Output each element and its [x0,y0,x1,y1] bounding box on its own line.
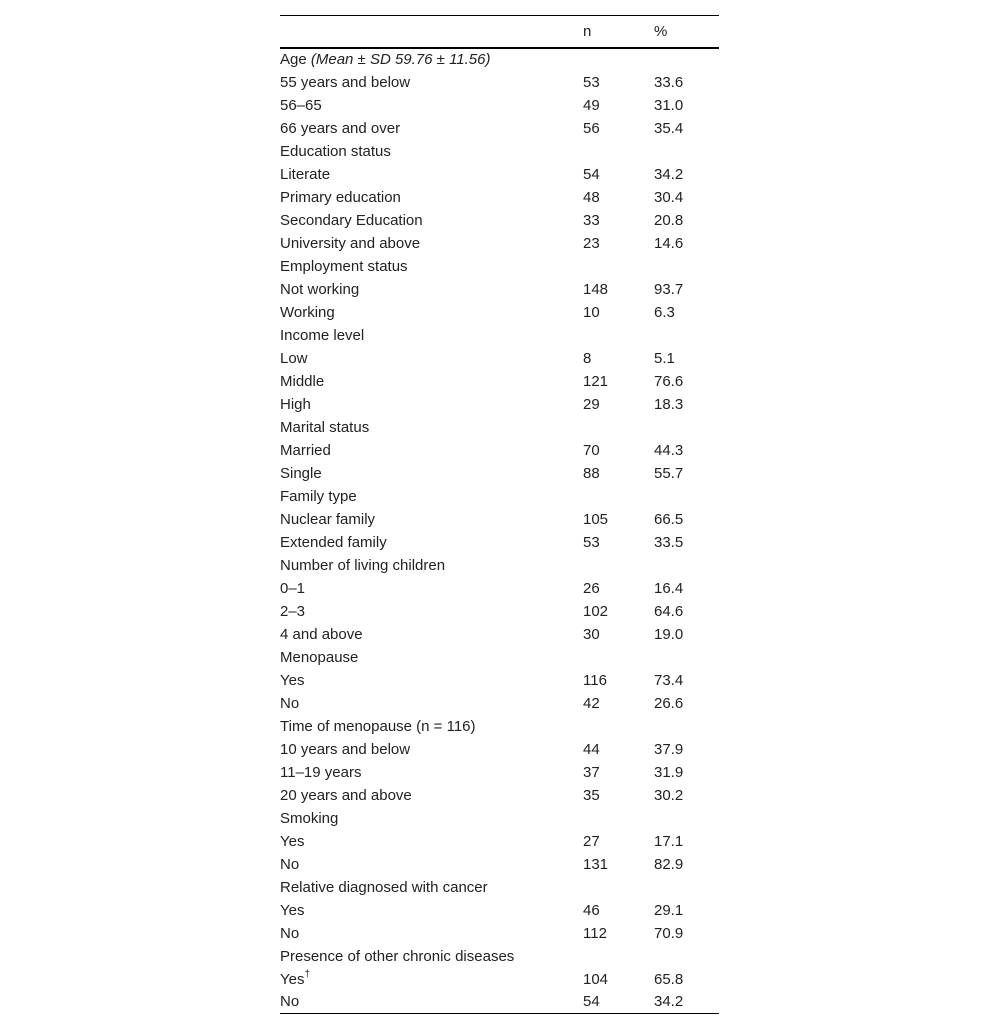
row-label: Yes [280,970,305,988]
row-label-cell [280,232,583,255]
count-cell: 88 [583,464,600,482]
row-label: 66 years and over [280,119,401,137]
table-row [280,439,719,462]
table-row [280,830,719,853]
row-label-cell [280,186,583,209]
row-label-cell [280,370,583,393]
row-label: Married [280,441,331,459]
row-label: Extended family [280,533,387,551]
header-blank [280,16,583,48]
row-label-cell [280,669,583,692]
count-cell: 54 [583,165,600,183]
count-cell [583,807,654,830]
count-cell: 33 [583,211,600,229]
percent-cell: 18.3 [654,395,684,413]
row-label-cell [280,508,583,531]
table-row [280,393,719,416]
row-label-cell [280,853,583,876]
category-row [280,554,719,577]
count-cell [583,876,654,899]
category-label-cell [280,807,583,830]
table-row [280,163,719,186]
percent-cell: 44.3 [654,441,684,459]
count-cell: 54 [583,991,654,1014]
table-row [280,209,719,232]
row-label: No [280,855,300,873]
row-label: Literate [280,165,331,183]
count-cell [583,646,654,669]
percent-cell [654,416,719,439]
percent-cell: 33.6 [654,73,684,91]
count-cell: 10 [583,303,600,321]
header-percent: % [654,16,719,48]
category-label: Presence of other chronic diseases [280,947,515,965]
percent-cell [654,807,719,830]
category-label: Employment status [280,257,408,275]
count-cell: 148 [583,280,609,298]
percent-cell: 17.1 [654,832,684,850]
category-label-cell [280,485,583,508]
row-label-cell [280,163,583,186]
category-label-cell [280,48,583,71]
count-cell: 48 [583,188,600,206]
percent-cell: 66.5 [654,510,684,528]
category-row [280,324,719,347]
row-label-cell [280,301,583,324]
percent-cell [654,554,719,577]
category-row [280,140,719,163]
percent-cell: 76.6 [654,372,684,390]
count-cell: 29 [583,395,600,413]
row-label-cell [280,531,583,554]
percent-cell [654,255,719,278]
percent-cell: 64.6 [654,602,684,620]
count-cell [583,554,654,577]
count-cell: 121 [583,372,609,390]
row-label: Low [280,349,308,367]
count-cell: 105 [583,510,609,528]
table-row [280,761,719,784]
percent-cell: 65.8 [654,970,684,988]
count-cell: 116 [583,671,607,689]
count-cell [583,140,654,163]
percent-cell: 26.6 [654,694,684,712]
count-cell: 26 [583,579,600,597]
row-label-cell [280,209,583,232]
count-cell: 35 [583,786,600,804]
category-label: Education status [280,142,391,160]
percent-cell: 34.2 [654,991,719,1014]
percent-cell: 6.3 [654,303,675,321]
table-row [280,462,719,485]
row-label: Middle [280,372,325,390]
table-row [280,853,719,876]
row-label: No [280,694,300,712]
count-cell [583,715,654,738]
row-label-cell [280,600,583,623]
category-row [280,485,719,508]
header-n: n [583,16,654,48]
row-label-cell [280,830,583,853]
count-cell: 53 [583,73,600,91]
category-row [280,48,719,71]
count-cell [583,255,654,278]
table-row [280,186,719,209]
table-row [280,968,719,991]
count-cell [583,324,654,347]
row-label: Working [280,303,335,321]
percent-cell: 35.4 [654,119,684,137]
percent-cell: 14.6 [654,234,684,252]
row-label-cell [280,347,583,370]
count-cell: 46 [583,901,600,919]
row-label: Single [280,464,322,482]
percent-cell [654,48,719,71]
table-row [280,347,719,370]
row-label-cell [280,738,583,761]
category-label: Income level [280,326,365,344]
row-label: Primary education [280,188,401,206]
table-row [280,508,719,531]
percent-cell [654,715,719,738]
category-label: Age [280,51,307,68]
row-label: 56–65 [280,96,322,114]
category-label-cell [280,715,583,738]
count-cell: 42 [583,694,600,712]
row-label-cell [280,991,583,1014]
percent-cell: 37.9 [654,740,684,758]
row-label-cell [280,462,583,485]
row-label: University and above [280,234,421,252]
percent-cell: 73.4 [654,671,684,689]
count-cell: 49 [583,96,600,114]
row-label: 0–1 [280,579,306,597]
count-cell: 112 [583,924,607,942]
category-label: Smoking [280,809,339,827]
category-label: Marital status [280,418,370,436]
category-row [280,945,719,968]
footnote-marker: † [304,968,311,980]
row-label: Yes [280,901,305,919]
category-label-cell [280,324,583,347]
percent-cell [654,140,719,163]
percent-cell [654,876,719,899]
count-cell [583,416,654,439]
percent-cell: 34.2 [654,165,684,183]
percent-cell: 30.2 [654,786,684,804]
count-cell: 23 [583,234,600,252]
row-label-cell [280,393,583,416]
count-cell: 44 [583,740,600,758]
category-label: Menopause [280,648,359,666]
count-cell: 27 [583,832,600,850]
count-cell: 104 [583,970,609,988]
percent-cell [654,324,719,347]
table-row [280,531,719,554]
table-row [280,623,719,646]
table-row [280,232,719,255]
table-body [280,48,719,1014]
count-cell: 56 [583,119,600,137]
row-label: Yes [280,671,305,689]
row-label-cell [280,94,583,117]
percent-cell: 30.4 [654,188,684,206]
percent-cell: 16.4 [654,579,684,597]
category-row [280,715,719,738]
category-row [280,807,719,830]
row-label-cell [280,899,583,922]
count-cell [583,485,654,508]
row-label: No [280,924,300,942]
table-row [280,692,719,715]
percent-cell [654,646,719,669]
row-label-cell [280,784,583,807]
table-row [280,71,719,94]
table-row [280,738,719,761]
category-label-cell [280,646,583,669]
count-cell: 53 [583,533,600,551]
row-label-cell [280,623,583,646]
table-row [280,784,719,807]
table-row [280,991,719,1014]
row-label-cell [280,278,583,301]
table-row [280,922,719,945]
percent-cell: 70.9 [654,924,684,942]
percent-cell [654,485,719,508]
category-row [280,416,719,439]
row-label-cell [280,577,583,600]
row-label: Yes [280,832,305,850]
row-label: Nuclear family [280,510,376,528]
percent-cell: 29.1 [654,901,684,919]
category-label: Family type [280,487,357,505]
row-label: 20 years and above [280,786,412,804]
count-cell: 102 [583,602,609,620]
row-label: No [280,993,300,1011]
count-cell: 30 [583,625,600,643]
row-label-cell [280,968,583,991]
table-row [280,278,719,301]
row-label-cell [280,439,583,462]
table-row [280,301,719,324]
table-header-row [280,16,719,48]
row-label: High [280,395,311,413]
row-label-cell [280,71,583,94]
count-cell [583,48,654,71]
table-row [280,94,719,117]
table-row [280,117,719,140]
category-label: Time of menopause (n = 116) [280,717,476,735]
category-label: Relative diagnosed with cancer [280,878,488,896]
category-row [280,646,719,669]
row-label: 4 and above [280,625,363,643]
category-label-cell [280,416,583,439]
row-label: 2–3 [280,602,306,620]
percent-cell: 93.7 [654,280,684,298]
percent-cell: 82.9 [654,855,684,873]
table-row [280,899,719,922]
percent-cell: 31.0 [654,96,684,114]
row-label: 10 years and below [280,740,411,758]
percent-cell: 20.8 [654,211,684,229]
count-cell: 70 [583,441,600,459]
count-cell: 8 [583,349,592,367]
category-note: (Mean ± SD 59.76 ± 11.56) [310,51,491,68]
count-cell [583,945,654,968]
row-label-cell [280,922,583,945]
category-label-cell [280,554,583,577]
category-label: Number of living children [280,556,446,574]
category-label-cell [280,140,583,163]
percent-cell: 5.1 [654,349,675,367]
table-row [280,600,719,623]
category-row [280,255,719,278]
percent-cell: 31.9 [654,763,684,781]
row-label: Secondary Education [280,211,423,229]
category-row [280,876,719,899]
table-row [280,669,719,692]
percent-cell [654,945,719,968]
row-label-cell [280,761,583,784]
table-row [280,577,719,600]
row-label-cell [280,692,583,715]
percent-cell: 33.5 [654,533,684,551]
category-label-cell [280,255,583,278]
row-label: Not working [280,280,360,298]
percent-cell: 19.0 [654,625,684,643]
row-label-cell [280,117,583,140]
count-cell: 131 [583,855,609,873]
category-label-cell [280,945,583,968]
table-row [280,370,719,393]
demographics-table [280,15,719,1014]
count-cell: 37 [583,763,600,781]
percent-cell: 55.7 [654,464,684,482]
row-label: 11–19 years [280,763,362,781]
category-label-cell [280,876,583,899]
row-label: 55 years and below [280,73,411,91]
